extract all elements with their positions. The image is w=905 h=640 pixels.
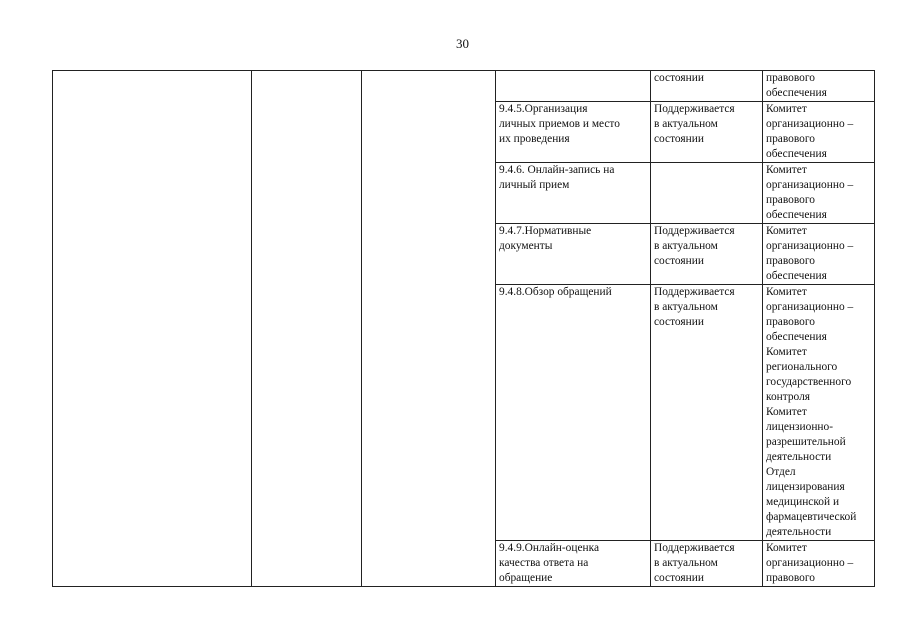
cell-text-line: государственного [766,376,852,388]
cell-text-line: правового [766,572,815,584]
cell-text-line: качества ответа на [499,557,589,569]
cell-text-line: в актуальном [654,118,718,130]
cell-text-line: документы [499,240,553,252]
cell-text-line: 9.4.8.Обзор обращений [499,286,612,298]
cell-text-line: Поддерживается [654,542,735,554]
cell-text-line: Комитет [766,406,807,418]
cell-text-line: деятельности [766,451,832,463]
cell-text-line: Комитет [766,346,807,358]
item-cell [496,224,651,285]
cell-text-line: Отдел [766,466,796,478]
cell-text-line: в актуальном [654,557,718,569]
responsible-cell [763,285,875,541]
cell-text-line: в актуальном [654,240,718,252]
status-cell [651,541,763,587]
cell-text-line: состоянии [654,255,704,267]
table-row [53,71,875,102]
responsible-cell [763,541,875,587]
cell-text-line: 9.4.7.Нормативные [499,225,592,237]
cell-text-line: Поддерживается [654,225,735,237]
cell-text-line: Поддерживается [654,103,735,115]
cell-text-line: личный прием [499,179,570,191]
cell-text-line: правового [766,133,815,145]
cell-text-line: состоянии [654,316,704,328]
item-cell [496,71,651,102]
cell-text-line: медицинской и [766,496,840,508]
cell-text-line: организационно – [766,179,854,191]
cell-text-line: 9.4.5.Организация [499,103,588,115]
cell-text-line: деятельности [766,526,832,538]
empty-column-2 [252,71,362,587]
cell-text-line: обеспечения [766,87,827,99]
cell-text-line: правового [766,316,815,328]
cell-text-line: правового [766,255,815,267]
cell-text-line: личных приемов и место [499,118,620,130]
status-cell [651,102,763,163]
status-cell [651,224,763,285]
cell-text-line: обеспечения [766,148,827,160]
cell-text-line: обеспечения [766,270,827,282]
status-cell [651,163,763,224]
item-cell [496,102,651,163]
responsible-cell [763,102,875,163]
document-table [52,70,875,587]
cell-text-line: организационно – [766,240,854,252]
cell-text-line: состоянии [654,133,704,145]
empty-column-1 [53,71,252,587]
cell-text-line: лицензионно- [766,421,833,433]
cell-text-line: обеспечения [766,209,827,221]
status-cell [651,71,763,102]
status-cell [651,285,763,541]
cell-text-line: Поддерживается [654,286,735,298]
table-body [53,71,875,587]
cell-text-line: контроля [766,391,811,403]
item-cell [496,541,651,587]
cell-text-line: состоянии [654,572,704,584]
cell-text-line: обращение [499,572,553,584]
cell-text-line: правового [766,194,815,206]
cell-text-line: в актуальном [654,301,718,313]
cell-text-line: Комитет [766,286,807,298]
item-cell [496,285,651,541]
cell-text-line: состоянии [654,72,704,84]
cell-text-line: их проведения [499,133,570,145]
cell-text-line: Комитет [766,542,807,554]
cell-text-line: организационно – [766,118,854,130]
responsible-cell [763,163,875,224]
cell-text-line: обеспечения [766,331,827,343]
responsible-cell [763,224,875,285]
cell-text-line: регионального [766,361,838,373]
page-number: 30 [456,36,469,51]
item-cell [496,163,651,224]
cell-text-line: Комитет [766,103,807,115]
cell-text-line: организационно – [766,557,854,569]
cell-text-line: Комитет [766,225,807,237]
cell-text-line: организационно – [766,301,854,313]
cell-text-line: правового [766,72,815,84]
cell-text-line: разрешительной [766,436,846,448]
empty-column-3 [362,71,496,587]
responsible-cell [763,71,875,102]
cell-text-line: Комитет [766,164,807,176]
cell-text-line: лицензирования [766,481,845,493]
cell-text-line: 9.4.6. Онлайн-запись на [499,164,615,176]
cell-text-line: 9.4.9.Онлайн-оценка [499,542,600,554]
cell-text-line: фармацевтической [766,511,857,523]
